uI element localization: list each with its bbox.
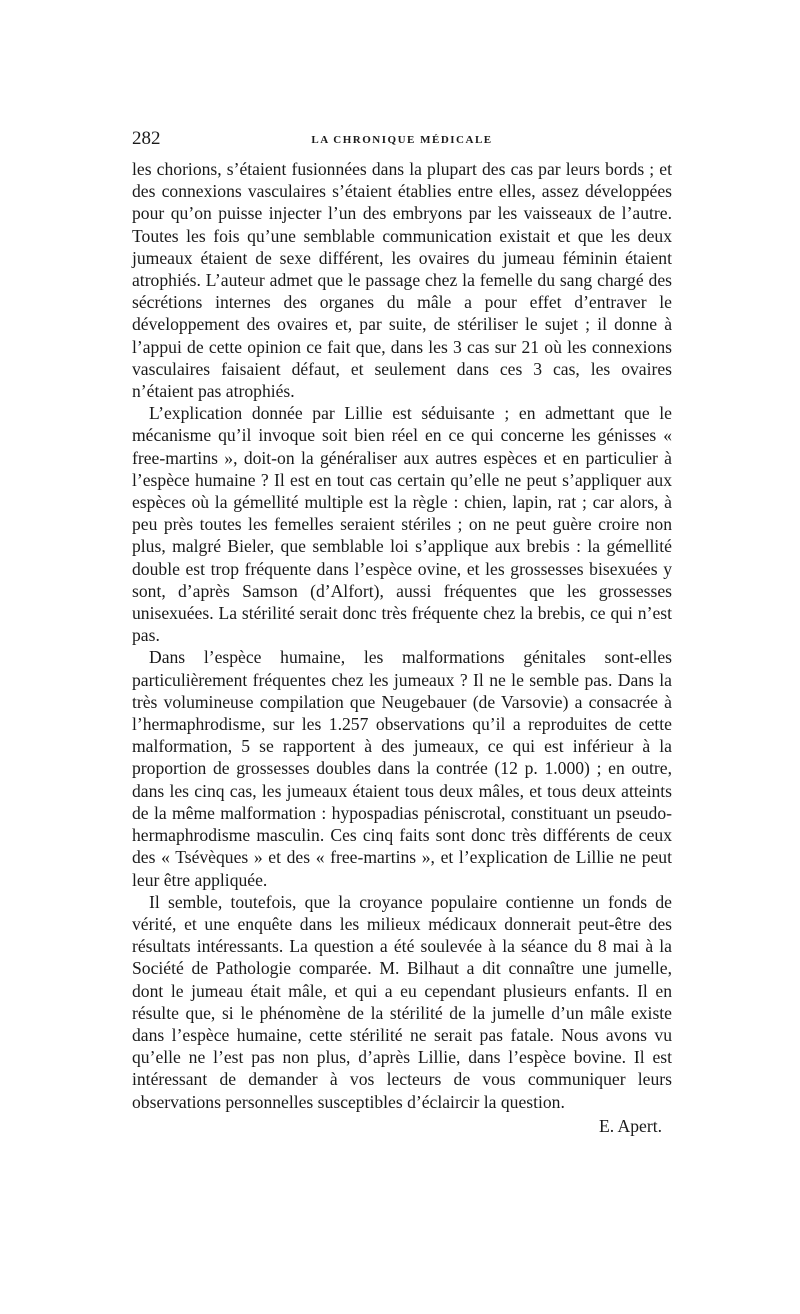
paragraph-2: L’explication donnée par Lillie est séduisante ; en admettant que le mécanisme qu’il invoque soit bien réel en ce qui concerne les génisses « free-martins », doit-on la généraliser aux autres espèces et en particulier à l’espèce humaine ? Il est en tout cas certain qu’elle ne peut s’appliquer aux espèces où la gémellité multiple est la règle : chien, lapin, rat ; car alors, à peu près toutes les femelles seraient stériles ; on ne peut guère croire non plus, malgré Bieler, que semblable loi s’applique aux brebis : la gémellité double est trop fréquente dans l’espèce ovine, et les grossesses bisexuées y sont, d’après Samson (d’Alfort), aussi fréquentes que les grossesses unisexuées. La stérilité serait donc très fréquente chez la brebis, ce qui n’est pas. [132,403,672,646]
author-signature: E. Apert. [598,1115,662,1136]
paragraph-3: Dans l’espèce humaine, les malformations génitales sont-elles particulièrement fréquentes chez les jumeaux ? Il ne le semble pas. Dans la très volumineuse compilation que Neugebauer (de Varsovie) a consacrée à l’hermaphrodisme, sur les 1.257 observations qu’il a reproduites de cette malformation, 5 se rapportent à des jumeaux, ce qui est inférieur à la proportion de grossesses doubles dans la contrée (12 p. 1.000) ; en outre, dans les cinq cas, les jumeaux étaient tous deux mâles, et tous deux atteints de la même malformation : hypospadias péniscrotal, constituant un pseudo-hermaphrodisme masculin. Ces cinq faits sont donc très différents de ceux des « Tsévèques » et des « free-martins », et l’explication de Lillie ne peut leur être appliquée. [132,647,672,890]
paragraph-1: les chorions, s’étaient fusionnées dans la plupart des cas par leurs bords ; et des connexions vasculaires s’étaient établies entre elles, assez développées pour qu’on puisse injecter l’un des embryons par les vaisseaux de l’autre. Toutes les fois qu’une semblable communication existait et que les deux jumeaux étaient de sexe différent, les ovaires du jumeau féminin étaient atrophiés. L’auteur admet que le passage chez la femelle du sang chargé des sécrétions internes des organes du mâle a pour effet d’entraver le développement des ovaires et, par suite, de stériliser le sujet ; il donne à l’appui de cette opinion ce fait que, dans les 3 cas sur 21 où les connexions vasculaires faisaient défaut, et seulement dans ces 3 cas, les ovaires n’étaient pas atrophiés. [132,159,672,402]
journal-title: LA CHRONIQUE MÉDICALE [311,134,493,146]
paragraph-4: Il semble, toutefois, que la croyance populaire contienne un fonds de vérité, et une enquête dans les milieux médicaux donnerait peut-être des résultats intéressants. La question a été soulevée à la séance du 8 mai à la Société de Pathologie comparée. M. Bilhaut a dit connaître une jumelle, dont le jumeau était mâle, et qui a eu cependant plusieurs enfants. Il en résulte que, si le phénomène de la stérilité de la jumelle d’un mâle existe dans l’espèce humaine, cette stérilité ne serait pas fatale. Nous avons vu qu’elle ne l’est pas non plus, d’après Lillie, dans l’espèce bovine. Il est intéressant de demander à vos lecteurs de vous communiquer leurs observations personnelles susceptibles d’éclaircir la question. [132,891,672,1112]
page-number: 282 [132,128,161,149]
document-page [132,128,672,1137]
running-head [132,128,672,158]
article-body [132,158,672,1113]
